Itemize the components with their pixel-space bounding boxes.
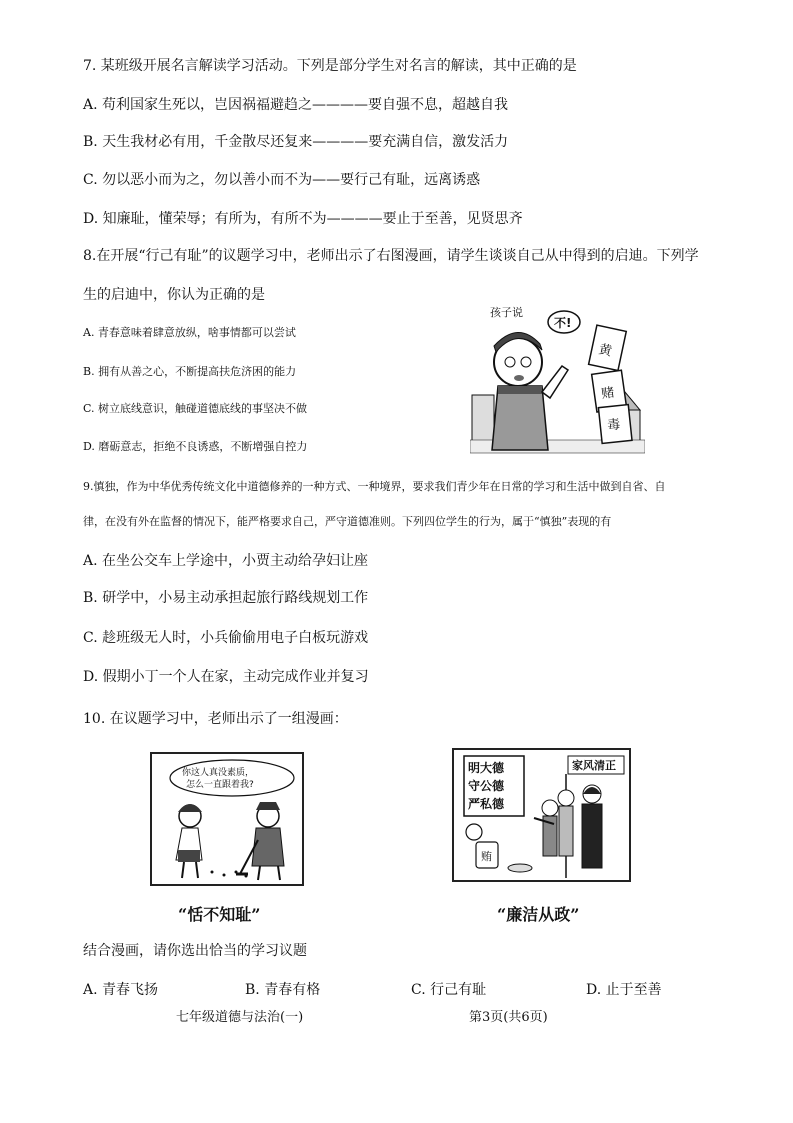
q8-comic-caption: 孩子说	[490, 306, 523, 319]
q10-right-bag: 贿	[481, 850, 492, 863]
q8-comic-speech: 不!	[554, 316, 572, 330]
q10-right-caption: “廉洁从政”	[497, 905, 580, 924]
q10-right-board-2: 守公德	[468, 779, 505, 793]
q8-stem-line1: 8.在开展“行己有耻”的议题学习中，老师出示了右图漫画，请学生谈谈自己从中得到的启迪。下列学	[83, 248, 699, 264]
q10-left-speech-2: 怎么一直跟着我?	[186, 780, 254, 790]
footer-page-number: 第3页(共6页)	[469, 1010, 548, 1025]
q8-card-1: 黄	[597, 342, 614, 360]
q10-right-board-1: 明大德	[468, 761, 505, 775]
q8-stem-line2: 生的启迪中，你认为正确的是	[83, 287, 265, 303]
q10-stem: 10. 在议题学习中，老师出示了一组漫画：	[83, 711, 348, 727]
q10-right-sign: 家风清正	[572, 759, 616, 772]
q10-comic-right	[452, 748, 631, 882]
q7-option-b: B. 天生我材必有用，千金散尽还复来————要充满自信，激发活力	[83, 134, 509, 150]
q10-right-board-3: 严私德	[468, 797, 505, 811]
q9-stem-line1: 9.慎独，作为中华优秀传统文化中道德修养的一种方式、一种境界，要求我们青少年在日常的学习和生活中做到自省、自	[83, 480, 666, 493]
q9-option-c: C. 趁班级无人时，小兵偷偷用电子白板玩游戏	[83, 630, 369, 646]
q9-option-a: A. 在坐公交车上学途中，小贾主动给孕妇让座	[83, 553, 369, 569]
q8-option-b: B. 拥有从善之心，不断提高扶危济困的能力	[83, 365, 297, 378]
q7-stem: 7. 某班级开展名言解读学习活动。下列是部分学生对名言的解读，其中正确的是	[83, 58, 577, 74]
q10-left-caption: “恬不知耻”	[178, 905, 261, 924]
q8-comic	[470, 300, 645, 455]
q10-comic-left	[150, 752, 304, 886]
q10-option-d: D. 止于至善	[586, 982, 662, 998]
q10-option-c: C. 行己有耻	[411, 982, 487, 998]
q8-option-d: D. 磨砺意志，拒绝不良诱惑，不断增强自控力	[83, 440, 308, 453]
footer-course: 七年级道德与法治(一)	[176, 1010, 304, 1025]
q9-option-d: D. 假期小丁一个人在家，主动完成作业并复习	[83, 669, 369, 685]
q10-option-b: B. 青春有格	[245, 982, 321, 998]
q8-option-c: C. 树立底线意识，触碰道德底线的事坚决不做	[83, 402, 308, 415]
q9-stem-line2: 律，在没有外在监督的情况下，能严格要求自己，严守道德准则。下列四位学生的行为，属于“慎独”表现的有	[83, 515, 612, 528]
q7-option-a: A. 苟利国家生死以，岂因祸福避趋之————要自强不息，超越自我	[83, 97, 509, 113]
q8-card-3: 毒	[606, 417, 622, 434]
q10-prompt: 结合漫画，请你选出恰当的学习议题	[83, 943, 307, 959]
q9-option-b: B. 研学中，小易主动承担起旅行路线规划工作	[83, 590, 369, 606]
q7-option-d: D. 知廉耻，懂荣辱；有所为，有所不为————要止于至善，见贤思齐	[83, 211, 523, 227]
q8-option-a: A. 青春意味着肆意放纵，啥事情都可以尝试	[83, 326, 296, 339]
q10-option-a: A. 青春飞扬	[83, 982, 159, 998]
q8-card-2: 赌	[600, 385, 616, 403]
q10-left-speech-1: 你这人真没素质，	[182, 768, 255, 778]
q7-option-c: C. 勿以恶小而为之，勿以善小而不为——要行己有耻，远离诱惑	[83, 172, 481, 188]
